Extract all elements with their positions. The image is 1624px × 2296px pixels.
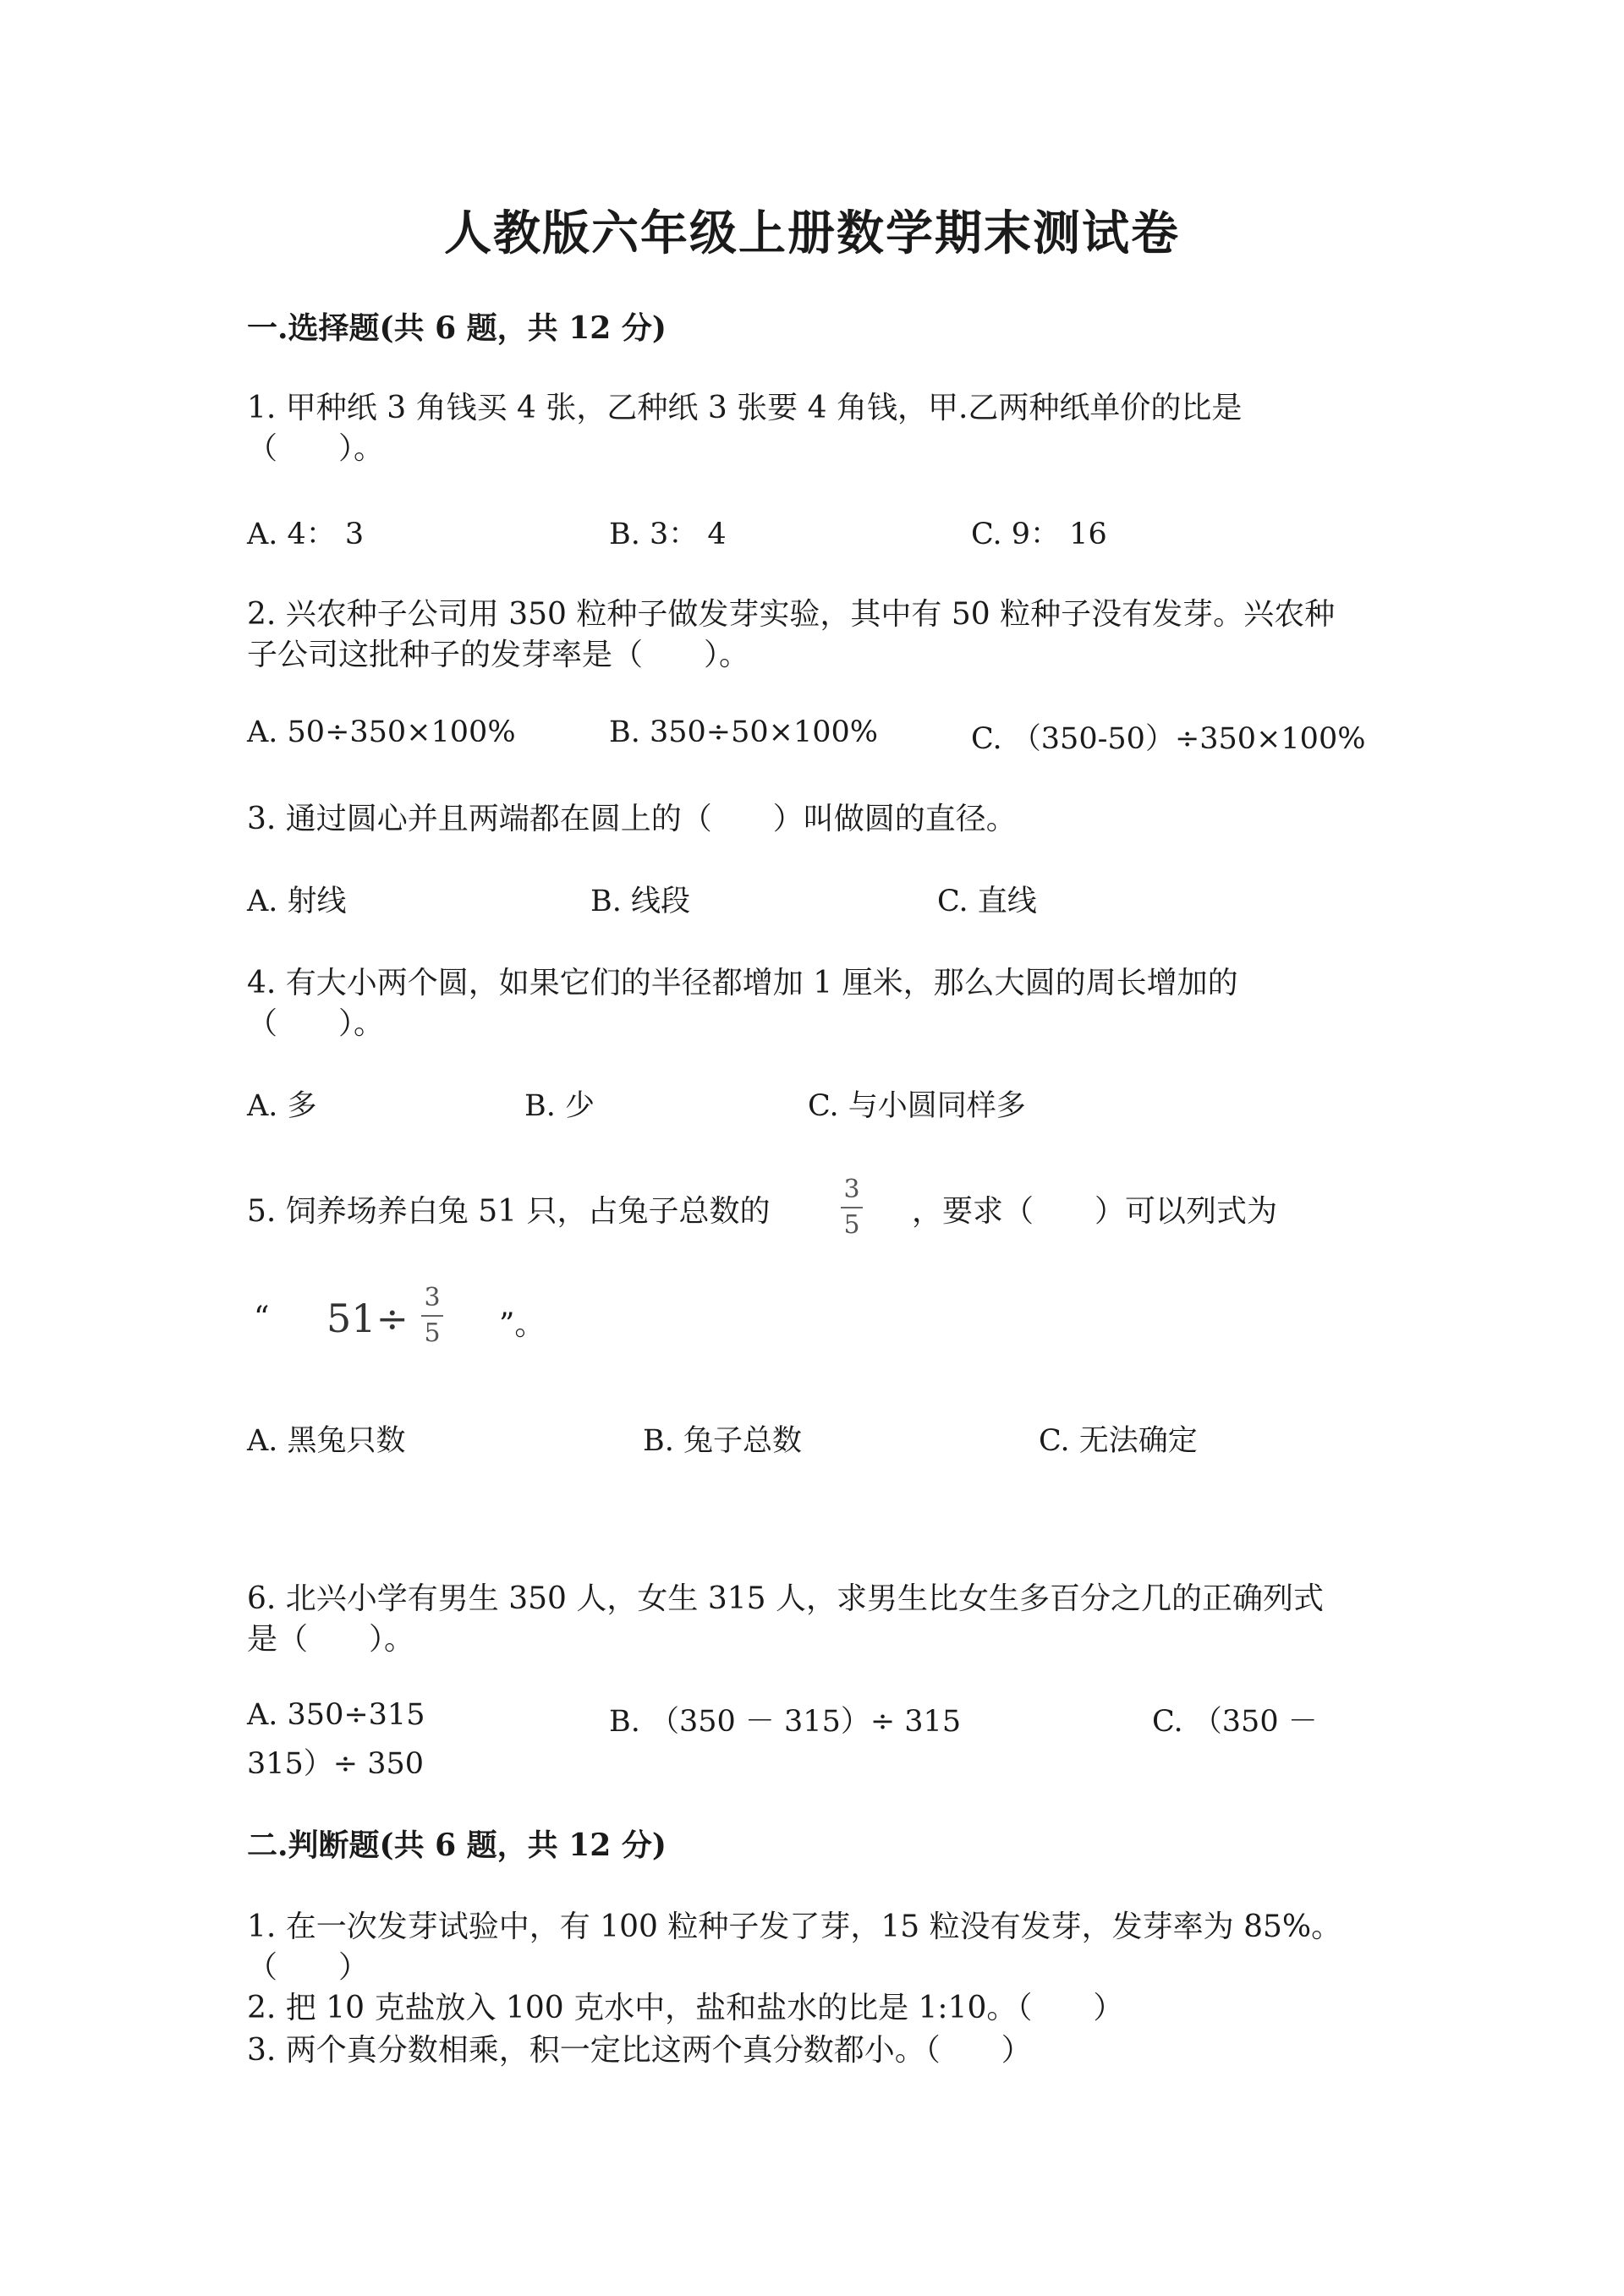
question-3-option-c: C. 直线 (937, 885, 1037, 918)
quote-close: ”。 (499, 1307, 546, 1342)
question-5-option-c: C. 无法确定 (1039, 1424, 1198, 1458)
question-4-text: 4. 有大小两个圆，如果它们的半径都增加 1 厘米，那么大圆的周长增加的 (247, 966, 1238, 1000)
question-3-text: 3. 通过圆心并且两端都在圆上的（ ）叫做圆的直径。 (247, 802, 1017, 836)
question-6-option-c: C. （350 － (1152, 1705, 1318, 1739)
question-4-option-b: B. 少 (524, 1089, 595, 1123)
question-1-text-cont: （ ）。 (247, 431, 385, 466)
section-2-heading: 二.判断题(共 6 题，共 12 分) (247, 1827, 667, 1863)
question-6-option-a: A. 350÷315 (247, 1698, 425, 1732)
question-6-option-c-cont: 315）÷ 350 (247, 1747, 425, 1781)
question-5-option-a: A. 黑兔只数 (247, 1424, 406, 1458)
judgment-2-text: 2. 把 10 克盐放入 100 克水中，盐和盐水的比是 1:10。（ ） (247, 1991, 1124, 2025)
question-5-text: 5. 饲养场养白兔 51 只，占兔子总数的 (247, 1194, 771, 1229)
expression-fraction-denominator: 5 (424, 1318, 441, 1348)
question-1-option-b: B. 3： 4 (609, 518, 727, 551)
judgment-1-text-cont: （ ） (247, 1950, 370, 1985)
question-2-option-a: A. 50÷350×100% (247, 715, 516, 749)
expression-fraction-numerator: 3 (424, 1283, 441, 1312)
fraction-denominator: 5 (843, 1210, 860, 1240)
expression-fraction (421, 1285, 443, 1346)
question-1-text: 1. 甲种纸 3 角钱买 4 张，乙种纸 3 张要 4 角钱，甲.乙两种纸单价的比是 (247, 391, 1243, 425)
question-5-text-after: ，要求（ ）可以列式为 (912, 1194, 1278, 1229)
question-2-text-cont: 子公司这批种子的发芽率是（ ）。 (247, 638, 750, 672)
question-3-option-a: A. 射线 (247, 885, 347, 918)
expression-fraction-bar (421, 1315, 443, 1317)
question-6-text: 6. 北兴小学有男生 350 人，女生 315 人，求男生比女生多百分之几的正确列式 (247, 1581, 1324, 1616)
question-3-option-b: B. 线段 (590, 885, 690, 918)
fraction-bar (841, 1207, 863, 1208)
question-2-option-c: C. （350-50）÷350×100% (971, 722, 1366, 756)
page-title: 人教版六年级上册数学期末测试卷 (444, 205, 1180, 261)
expression-base: 51÷ (326, 1296, 409, 1341)
question-4-option-a: A. 多 (247, 1089, 317, 1123)
question-2-option-b: B. 350÷50×100% (609, 715, 879, 749)
question-1-option-c: C. 9： 16 (971, 518, 1107, 551)
question-6-text-cont: 是（ ）。 (247, 1622, 415, 1657)
question-5-option-b: B. 兔子总数 (643, 1424, 802, 1458)
section-1-heading: 一.选择题(共 6 题，共 12 分) (247, 310, 667, 346)
judgment-1-text: 1. 在一次发芽试验中，有 100 粒种子发了芽，15 粒没有发芽，发芽率为 85%。 (247, 1910, 1342, 1944)
judgment-3-text: 3. 两个真分数相乘，积一定比这两个真分数都小。（ ） (247, 2033, 1032, 2068)
question-4-option-c: C. 与小圆同样多 (808, 1089, 1026, 1123)
question-1-option-a: A. 4： 3 (247, 518, 365, 551)
fraction-three-fifths (841, 1177, 863, 1238)
question-4-text-cont: （ ）。 (247, 1006, 385, 1041)
question-6-option-b: B. （350 － 315）÷ 315 (609, 1705, 962, 1739)
quote-open: “ (254, 1301, 270, 1335)
question-2-text: 2. 兴农种子公司用 350 粒种子做发芽实验，其中有 50 粒种子没有发芽。兴农种 (247, 597, 1336, 632)
fraction-numerator: 3 (843, 1175, 860, 1204)
